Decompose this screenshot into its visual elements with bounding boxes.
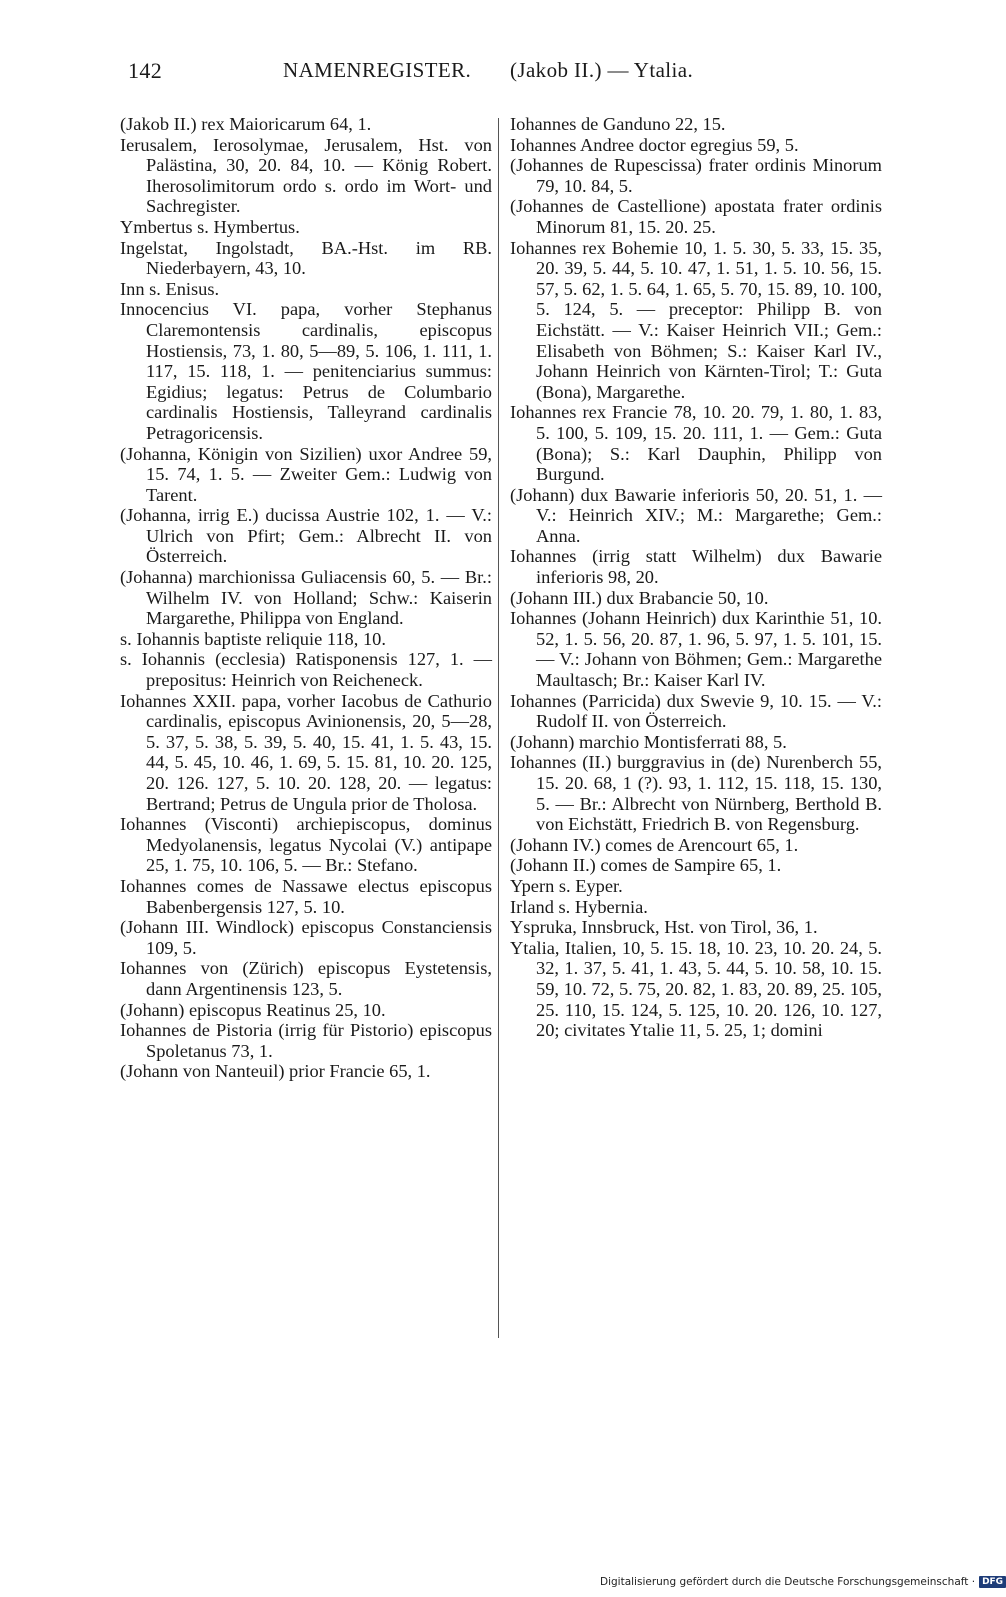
footer-text: Digitalisierung gefördert durch die Deutsche Forschungsgemeinschaft · [600,1576,976,1588]
index-entry: (Jakob II.) rex Maioricarum 64, 1. [120,114,372,134]
index-entry: (Johannes de Castellione) apostata frater ordinis Minorum 81, 15. 20. 25. [510,196,882,237]
index-entry: s. Iohannis baptiste reliquie 118, 10. [120,628,386,649]
index-entry: Iohannes de Pistoria (irrig für Pistorio) episcopus Spoletanus 73, 1. [120,1020,492,1061]
index-entry: Ypern s. Eyper. [510,875,623,896]
index-entry: Iohannes rex Bohemie 10, 1. 5. 30, 5. 33, 15. 35, 20. 39, 5. 44, 5. 10. 47, 1. 51, 1. 5. 10. 56, 15. 57, 5. 62, 1. 5. 64, 1. 65, 5. 70, 15. 89, 10. 100, 5. 124, 5. — preceptor: Philipp B. von Eichstätt. — V.: Kaiser Heinrich VII.; Gem.: Elisabeth von Böhmen; S.: Kaiser Karl IV., Johann Heinrich von Kärnten-Tirol; T.: Guta (Bona), Margarethe. [510,237,882,402]
index-entry: Iohannes von (Zürich) episcopus Eystetensis, dann Argentinensis 123, 5. [120,958,492,999]
index-entry: Iohannes (Visconti) archiepiscopus, dominus Medyolanensis, legatus Nycolai (V.) antipape 25, 1. 75, 10. 106, 5. — Br.: Stefano. [120,814,492,876]
index-entry: Iohannes (irrig statt Wilhelm) dux Bawarie inferioris 98, 20. [510,546,882,588]
column-divider [498,118,499,1338]
index-entry: (Johann IV.) comes de Arencourt 65, 1. [510,834,799,855]
page-header [128,58,888,88]
index-entry: Iohannes (Parricida) dux Swevie 9, 10. 15. — V.: Rudolf II. von Österreich. [510,690,882,732]
page-footer [600,1574,1006,1590]
index-entry: Iohannes comes de Nassawe electus episcopus Babenbergensis 127, 5. 10. [120,875,492,917]
index-entry: Ierusalem, Ierosolymae, Jerusalem, Hst. von Palästina, 30, 20. 84, 10. — König Robert. Iherosolimitorum ordo s. ordo im Wort- und Sachregister. [120,134,492,217]
index-entry: Ytalia, Italien, 10, 5. 15. 18, 10. 23, 10. 20. 24, 5. 32, 1. 37, 5. 41, 1. 43, 5. 44, 5. 10. 58, 10. 15. 59, 10. 72, 5. 75, 20. 82, 1. 83, 20. 89, 25. 105, 25. 110, 15. 124, 5. 125, 10. 20. 126, 10. 127, 20; civitates Ytalie 11, 5. 25, 1; domini [510,937,882,1041]
index-entry: s. Iohannis (ecclesia) Ratisponensis 127, 1. — prepositus: Heinrich von Reicheneck. [120,649,492,691]
index-entry: (Johanna) marchionissa Guliacensis 60, 5. — Br.: Wilhelm IV. von Holland; Schw.: Kaiserin Margarethe, Philippa von England. [120,567,492,629]
index-entry: Iohannes Andree doctor egregius 59, 5. [510,134,799,155]
index-entry: (Johann) dux Bawarie inferioris 50, 20. 51, 1. — V.: Heinrich XIV.; M.: Margarethe; Gem.: Anna. [510,484,882,546]
index-entry: Iohannes (II.) burggravius in (de) Nurenberch 55, 15. 20. 68, 1 (?). 93, 1. 112, 15. 118, 15. 130, 5. — Br.: Albrecht von Nürnberg, Berthold B. von Eichstätt, Friedrich B. von Regensburg. [510,752,882,835]
index-entry: Irland s. Hybernia. [510,896,648,917]
left-column [120,114,492,1082]
index-entry: (Johann III. Windlock) episcopus Constanciensis 109, 5. [120,917,492,958]
index-entry: (Johanna, irrig E.) ducissa Austrie 102, 1. — V.: Ulrich von Pfirt; Gem.: Albrecht II. von Österreich. [120,505,492,567]
index-entry: Iohannes (Johann Heinrich) dux Karinthie 51, 10. 52, 1. 5. 56, 20. 87, 1. 96, 5. 97, 1. 5. 101, 15. — V.: Johann von Böhmen; Gem.: Margarethe Maultasch; Br.: Kaiser Karl IV. [510,608,882,691]
page-title: NAMENREGISTER. [283,58,472,82]
index-entry: Iohannes XXII. papa, vorher Iacobus de Cathurio cardinalis, episcopus Avinionensis, 20, 5—28, 5. 37, 5. 38, 5. 39, 5. 40, 15. 41, 1. 5. 43, 15. 44, 5. 45, 10. 46, 1. 69, 5. 15. 81, 10. 20. 125, 20. 126. 127, 5. 10. 20. 128, 20. — legatus: Bertrand; Petrus de Ungula prior de Tholosa. [120,690,492,814]
index-entry: Ymbertus s. Hymbertus. [120,216,300,237]
index-entry: Innocencius VI. papa, vorher Stephanus Claremontensis cardinalis, episcopus Hostiensis, 73, 1. 80, 5—89, 5. 106, 1. 111, 1. 117, 15. 118, 1. — penitenciarius summus: Egidius; legatus: Petrus de Columbario cardinalis Hostiensis, Talleyrand cardinalis Petragoricensis. [120,299,492,443]
index-entry: Iohannes rex Francie 78, 10. 20. 79, 1. 80, 1. 83, 5. 100, 5. 109, 15. 20. 111, 1. — Gem.: Guta (Bona); S.: Karl Dauphin, Philipp von Burgund. [510,402,882,485]
index-entry: (Johann von Nanteuil) prior Francie 65, 1. [120,1061,431,1082]
dfg-logo: DFG [979,1576,1006,1588]
index-entry: (Johann II.) comes de Sampire 65, 1. [510,855,782,876]
page-number: 142 [128,58,163,83]
index-entry: (Johann III.) dux Brabancie 50, 10. [510,587,769,608]
index-entry: (Johann) marchio Montisferrati 88, 5. [510,731,787,752]
index-entry: (Johanna, Königin von Sizilien) uxor Andree 59, 15. 74, 1. 5. — Zweiter Gem.: Ludwig von Tarent. [120,443,492,505]
index-entry: Iohannes de Ganduno 22, 15. [510,114,726,134]
page-range: (Jakob II.) — Ytalia. [510,58,694,82]
index-entry: Inn s. Enisus. [120,278,220,299]
right-column [510,114,882,1041]
index-entry: Yspruka, Innsbruck, Hst. von Tirol, 36, 1. [510,917,818,938]
index-entry: Ingelstat, Ingolstadt, BA.-Hst. im RB. Niederbayern, 43, 10. [120,237,492,279]
index-entry: (Johann) episcopus Reatinus 25, 10. [120,999,386,1020]
index-entry: (Johannes de Rupescissa) frater ordinis Minorum 79, 10. 84, 5. [510,155,882,196]
